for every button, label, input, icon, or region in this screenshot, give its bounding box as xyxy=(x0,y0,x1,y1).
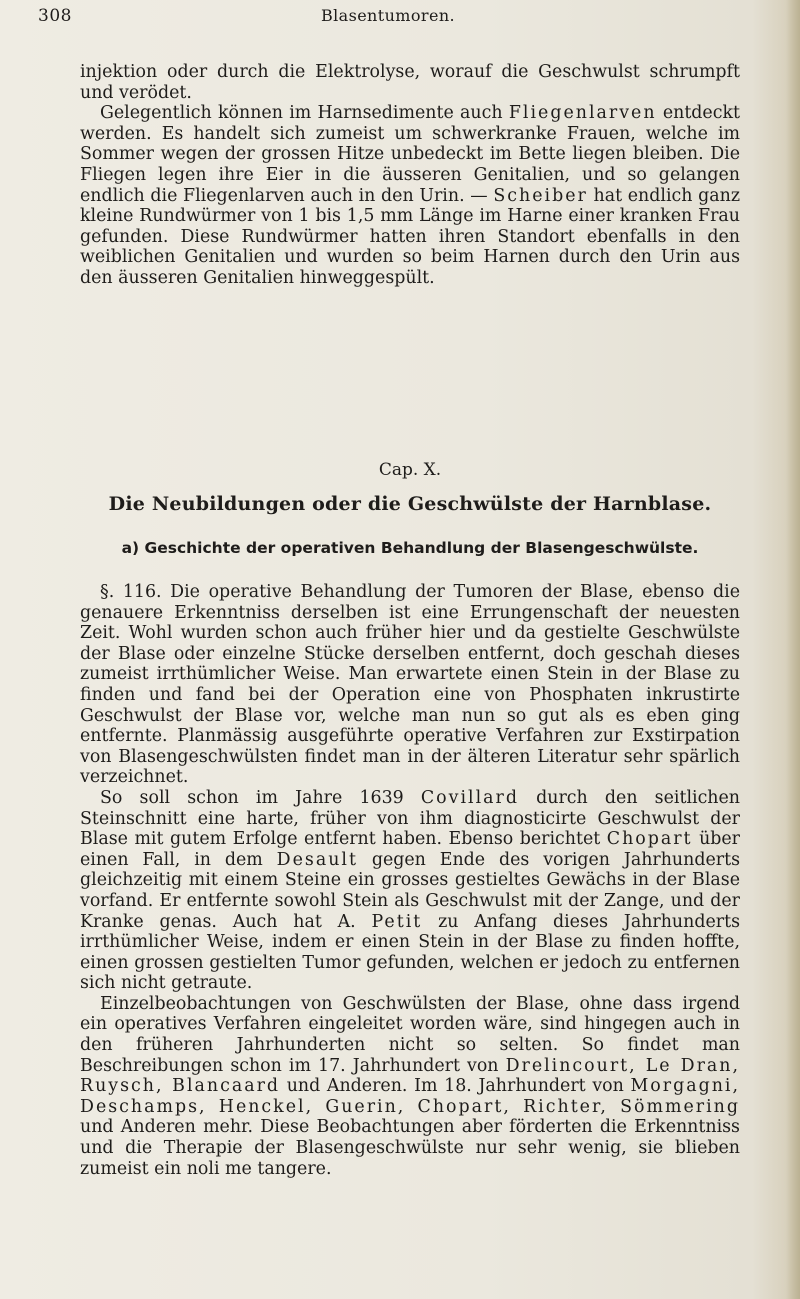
paragraph-history xyxy=(80,788,740,994)
text-run: entdeckt werden. Es handelt sich zumeist um schwerkranke Frauen, welche im Sommer wegen der grossen Hitze unbedeckt im Bette liegen bleiben. Die Fliegen legen ihre Eier in die äusseren Genitalien, und so gelangen endlich die Fliegenlarven auch in den Urin. — xyxy=(80,103,740,206)
text-run: und Anderen mehr. Diese Beobachtungen aber förderten die Erkenntniss und die Therapie der Blasengeschwülste nur sehr wenig, sie blieben zumeist ein noli me tangere. xyxy=(80,1117,740,1179)
paragraph-continuation: injektion oder durch die Elektrolyse, worauf die Geschwulst schrumpft und verödet. xyxy=(80,62,740,103)
author-names: Drelincourt, Le Dran, Ruysch, Blancaard xyxy=(80,1055,740,1097)
page-edge-shadow xyxy=(786,0,800,1299)
text-run: zu Anfang dieses Jahrhunderts irrthümlicher Weise, indem er einen Stein in der Blase zu finden hoffte, einen grossen gestielten Tumor gefunden, welchen er jedoch zu entfernen sich nicht getraute. xyxy=(80,911,740,994)
intro-text xyxy=(80,62,740,289)
author-name: Scheiber xyxy=(493,185,588,206)
running-title: Blasentumoren. xyxy=(320,6,456,25)
author-names: Morgagni, Deschamps, Henckel, Guerin, Chopart, Richter, Sömmering xyxy=(80,1076,740,1117)
text-run: über einen Fall, in dem xyxy=(80,829,741,870)
section-text xyxy=(80,582,740,1179)
paragraph-fliegenlarven xyxy=(80,103,740,288)
paragraph-116: §. 116. Die operative Behandlung der Tumoren der Blase, ebenso die genauere Erkenntniss derselben ist eine Errungenschaft der neuesten Zeit. Wohl wurden schon auch früher hier und da gestielte Geschwülste der Blase oder einzelne Stücke derselben entfernt, doch geschah dieses zumeist irrthümlicher Weise. Man erwartete einen Stein in der Blase zu finden und fand bei der Operation eine von Phosphaten inkrustirte Geschwulst der Blase vor, welche man nun so gut als es eben ging entfernte. Planmässig ausgeführte operative Verfahren zur Exstirpation von Blasengeschwülsten findet man in der älteren Literatur sehr spärlich verzeichnet. xyxy=(80,582,740,788)
chapter-number: Cap. X. xyxy=(378,460,442,480)
emphasized-term: Fliegenlarven xyxy=(508,103,657,124)
text-run: Gelegentlich können im Harnsedimente auch xyxy=(100,103,509,124)
page-header xyxy=(38,6,738,30)
text-run: hat endlich ganz kleine Rundwürmer von 1 bis 1,5 mm Länge im Harne einer kranken Frau gefunden. Diese Rundwürmer hatten ihren Standort ebenfalls in den weiblichen Genitalien und wurden so beim Harnen durch den Urin aus den äusseren Genitalien hinweggespült. xyxy=(80,185,740,288)
author-name: Petit xyxy=(371,911,423,932)
chapter-title: Die Neubildungen oder die Geschwülste der Harnblase. xyxy=(108,493,712,515)
section-heading: a) Geschichte der operativen Behandlung der Blasengeschwülste. xyxy=(121,539,699,557)
text-run: gegen Ende des vorigen Jahrhunderts gleichzeitig mit einem Steine ein grosses gestieltes Gewächs in der Blase vorfand. Er entfernte sowohl Stein als Geschwulst mit der Zange, und der Kranke genas. Auch hat A. xyxy=(80,849,740,932)
text-run: durch den seitlichen Steinschnitt eine harte, früher von ihm diagnosticirte Geschwulst der Blase mit gutem Erfolge entfernt haben. Ebenso berichtet xyxy=(80,787,741,850)
text-run: Einzelbeobachtungen von Geschwülsten der Blase, ohne dass irgend ein operatives Verfahren eingeleitet worden wäre, sind hingegen auch in den früheren Jahrhunderten nicht so selten. So findet man Beschreibungen schon im 17. Jahrhundert von xyxy=(80,993,740,1076)
paragraph-observations xyxy=(80,994,740,1179)
page-number: 308 xyxy=(38,6,72,26)
author-name: Desault xyxy=(276,849,358,870)
author-name: Chopart xyxy=(606,829,693,850)
text-run: So soll schon im Jahre 1639 xyxy=(100,787,421,808)
text-run: und Anderen. Im 18. Jahrhundert von xyxy=(280,1076,631,1097)
author-name: Covillard xyxy=(420,787,519,808)
